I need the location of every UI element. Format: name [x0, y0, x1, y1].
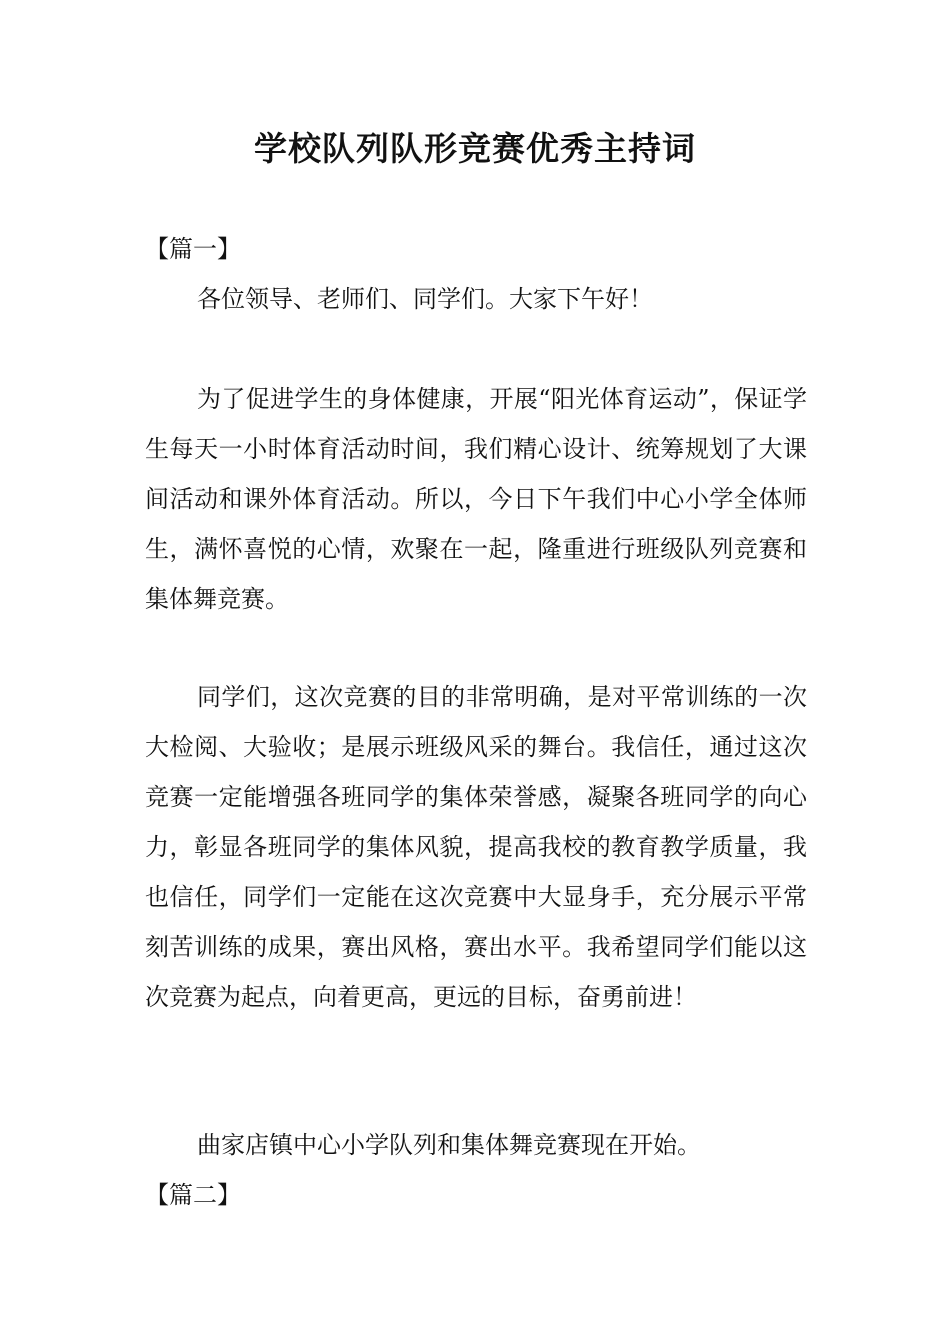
section-label-1: 【篇一】	[145, 235, 241, 263]
paragraph-opening: 曲家店镇中心小学队列和集体舞竞赛现在开始。	[197, 1131, 701, 1159]
paragraph-intro: 为了促进学生的身体健康，开展“阳光体育运动”，保证学生每天一小时体育活动时间，我们精心设计、统筹规划了大课间活动和课外体育活动。所以，今日下午我们中心小学全体师生，满怀喜悦的心情，欢聚在一起，隆重进行班级队列竞赛和集体舞竞赛。	[145, 385, 807, 613]
paragraph-greeting: 各位领导、老师们、同学们。大家下午好！	[197, 285, 653, 313]
paragraph-purpose: 同学们，这次竞赛的目的非常明确，是对平常训练的一次大检阅、大验收；是展示班级风采的舞台。我信任，通过这次竞赛一定能增强各班同学的集体荣誉感，凝聚各班同学的向心力，彰显各班同学的集体风貌，提高我校的教育教学质量，我也信任，同学们一定能在这次竞赛中大显身手，充分展示平常刻苦训练的成果，赛出风格，赛出水平。我希望同学们能以这次竞赛为起点，向着更高，更远的目标，奋勇前进！	[145, 683, 807, 1011]
document-title: 学校队列队形竞赛优秀主持词	[254, 129, 696, 168]
section-label-2: 【篇二】	[145, 1181, 241, 1209]
